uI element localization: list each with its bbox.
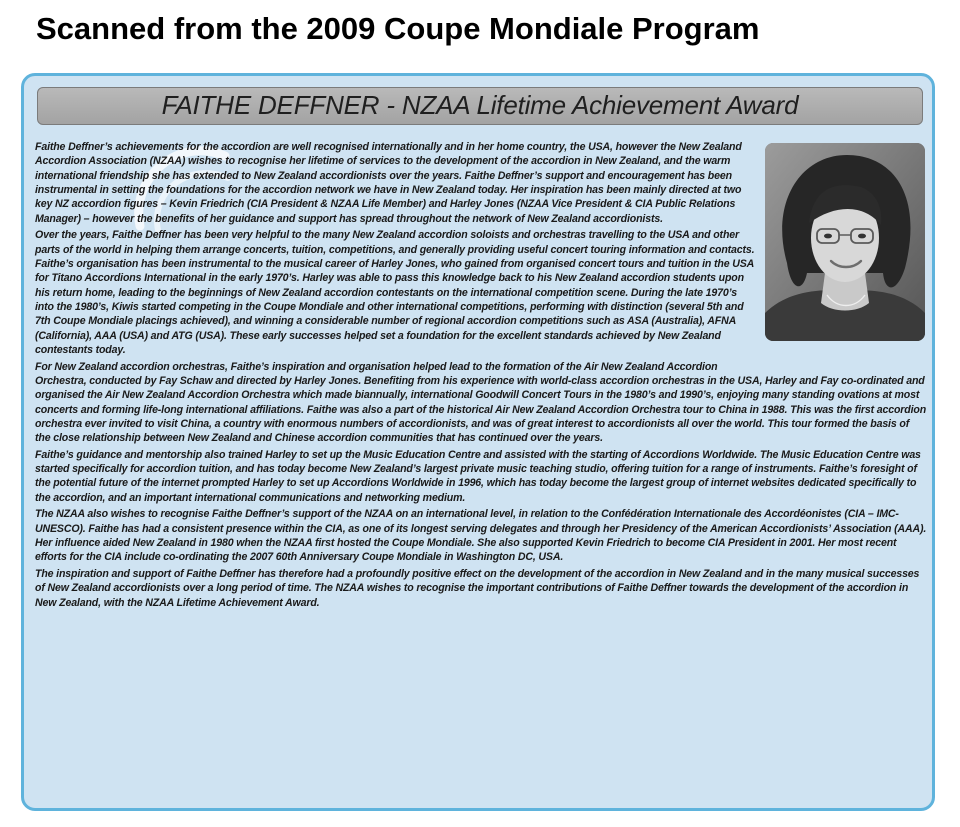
award-title-bar bbox=[37, 87, 923, 125]
photo-spacer bbox=[755, 140, 927, 362]
paragraph-5: The NZAA also wishes to recognise Faithe Deffner’s support of the NZAA on an international level, in relation to the Confédération Internationale des Accordéonistes (CIA – IMC-UNESCO). Faithe has had a consistent presence within the CIA, as one of its longest serving delegates and through her Presidency of the American Accordionists’ Association (AAA). Her influence aided New Zealand in 1980 when the NZAA first hosted the Coupe Mondiale. She also supported Kevin Friedrich to become CIA President in 2001. Her most recent efforts for the CIA include co-ordinating the 2007 60th Anniversary Coupe Mondiale in Washington DC, USA. bbox=[35, 508, 927, 564]
award-title: FAITHE DEFFNER - NZAA Lifetime Achievement Award bbox=[161, 90, 799, 120]
paragraph-4: Faithe’s guidance and mentorship also trained Harley to set up the Music Education Centre and assisted with the starting of Accordions Worldwide. The Music Education Centre was started specifically for accordion tuition, and has today become New Zealand’s largest private music teaching studio, offering tuition for a range of instruments. Faithe’s foresight of the potential future of the internet prompted Harley to set up Accordions Worldwide in 1996, which has today become the largest group of internet websites dedicated specifically to the accordion, and an important international communications and networking medium. bbox=[35, 448, 921, 504]
paragraph-6: The inspiration and support of Faithe Deffner has therefore had a profoundly positive effect on the development of the accordion in New Zealand and in the many musical successes of New Zealand accordionists over a long period of time. The NZAA wishes to recognise the important contributions of Faithe Deffner towards the development of the accordion in New Zealand, with the NZAA Lifetime Achievement Award. bbox=[35, 567, 920, 609]
paragraph-3: For New Zealand accordion orchestras, Faithe’s inspiration and organisation helped lead to the formation of the Air New Zealand Accordion Orchestra, conducted by Fay Schaw and directed by Harley Jones. Benefiting from his experience with world-class accordion orchestras in the USA, Harley and Fay co-ordinated and organised the Air New Zealand Accordion Orchestra which made biannually, international Goodwill Concert Tours in the 1980’s and 1990’s, enjoying many standing ovations at most concerts and forming life-long international affiliations. Faithe was also a part of the historical Air New Zealand Accordion Orchestra tour to China in 1988. This was the first accordion orchestra ever invited to visit China, a country with enormous numbers of accordionists, and was of great interest to accordionists all over the world. This tour formed the basis of the close relationship between New Zealand and Chinese accordion communities that has continued over the years. bbox=[35, 360, 927, 445]
page-heading: Scanned from the 2009 Coupe Mondiale Program bbox=[36, 11, 760, 46]
article-body bbox=[35, 140, 927, 612]
paragraph-1: Faithe Deffner’s achievements for the accordion are well recognised internationally and in her home country, the USA, however the New Zealand Accordion Association (NZAA) wishes to recognise her lifetime of services to the development of the accordion in New Zealand, and the warm international friendship she has extended to New Zealand accordionists over the years. Faithe Deffner’s support and encouragement has been instrumental in setting the foundations for the accordion network we have in New Zealand today. Her inspiration has been mainly directed at two key NZ accordion figures – Kevin Friedrich (CIA President & NZAA Life Member) and Harley Jones (NZAA Vice President & CIA Public Relations Manager) – however the benefits of her guidance and support has spread throughout the network of New Zealand accordionists. bbox=[35, 141, 742, 225]
paragraph-2: Over the years, Faithe Deffner has been very helpful to the many New Zealand accordion soloists and orchestras travelling to the USA and other parts of the world in helping them arrange concerts, tuition, competitions, and generally providing useful concert touring information and contacts. Faithe’s organisation has been instrumental to the musical career of Harley Jones, who gained from organised concert tours and tuition in the USA for Titano Accordions International in the early 1970’s. Harley was able to pass this knowledge back to his New Zealand accordion students upon his return home, leading to the beginnings of New Zealand accordion contestants on the international competition scene. During the late 1970’s into the 1980’s, Kiwis started competing in the Coupe Mondiale and other international competitions, performing with distinction (several 5th and 7th Coupe Mondiale placings achieved), and winning a considerable number of regional accordion competitions such as ASA (Australia), AFNA (California), AAA (USA) and ATG (USA). These early successes helped set a foundation for the excellent standards achieved by New Zealand contestants today. bbox=[35, 229, 755, 356]
article-panel bbox=[21, 73, 935, 811]
